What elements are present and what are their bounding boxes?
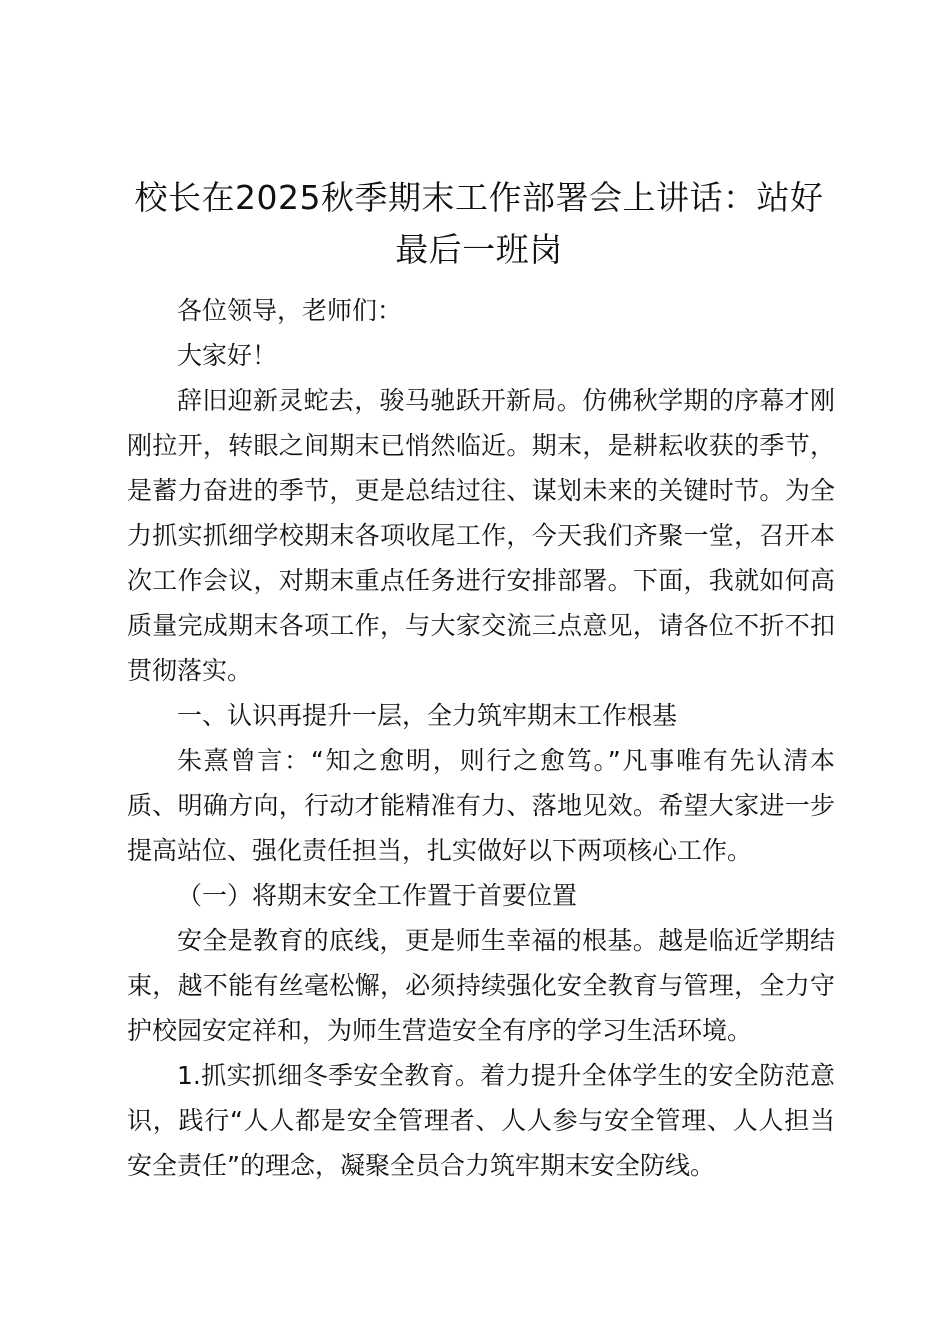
section-1-paragraph: 朱熹曾言：“知之愈明，则行之愈笃。”凡事唯有先认清本质、明确方向，行动才能精准有力、落地见效。希望大家进一步提高站位、强化责任担当，扎实做好以下两项核心工作。 [127,746,835,865]
greeting: 各位领导，老师们： [177,296,403,325]
section-heading-1: 一、认识再提升一层，全力筑牢期末工作根基 [177,701,678,730]
document-title: 校长在2025秋季期末工作部署会上讲话：站好最后一班岗 [134,178,824,269]
intro-paragraph: 辞旧迎新灵蛇去，骏马驰跃开新局。仿佛秋学期的序幕才刚刚拉开，转眼之间期末已悄然临近。期末，是耕耘收获的季节，是蓄力奋进的季节，更是总结过往、谋划未来的关键时节。为全力抓实抓细学校期末各项收尾工作，今天我们齐聚一堂，召开本次工作会议，对期末重点任务进行安排部署。下面，我就如何高质量完成期末各项工作，与大家交流三点意见，请各位不折不扣贯彻落实。 [127,386,835,685]
item-1-paragraph: 1.抓实抓细冬季安全教育。着力提升全体学生的安全防范意识，践行“人人都是安全管理者、人人参与安全管理、人人担当安全责任”的理念，凝聚全员合力筑牢期末安全防线。 [127,1061,835,1180]
subsection-1-paragraph: 安全是教育的底线，更是师生幸福的根基。越是临近学期结束，越不能有丝毫松懈，必须持续强化安全教育与管理，全力守护校园安定祥和，为师生营造安全有序的学习生活环境。 [127,926,835,1045]
salutation: 大家好！ [177,341,278,370]
document-body [127,172,835,1188]
subsection-heading-1: （一）将期末安全工作置于首要位置 [177,881,578,910]
